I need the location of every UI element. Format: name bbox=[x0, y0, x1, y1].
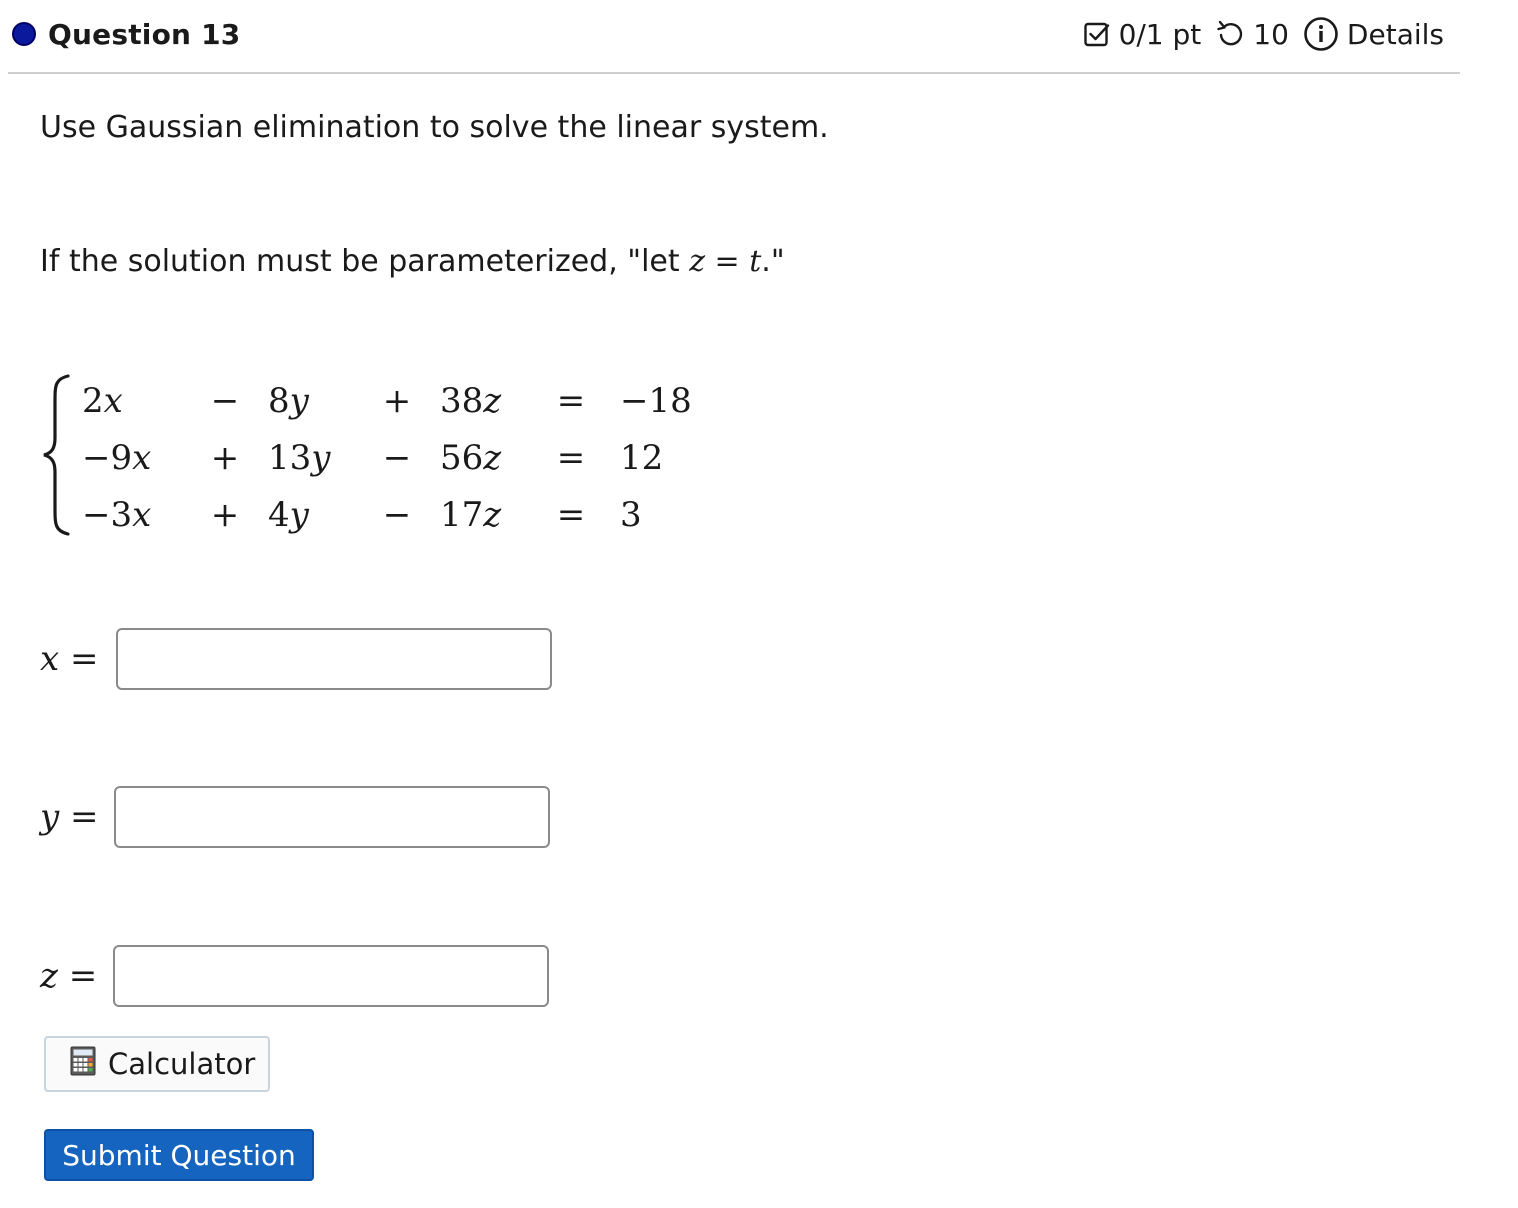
x-coef-sign: − bbox=[82, 494, 111, 535]
x-answer-label bbox=[40, 639, 116, 679]
question-header bbox=[8, 0, 1460, 74]
y-label-var: y bbox=[40, 797, 60, 837]
x-label-var: x bbox=[40, 639, 60, 679]
operator-1: − bbox=[210, 380, 240, 421]
x-label-eq: = bbox=[70, 639, 99, 679]
calculator-icon bbox=[70, 1046, 108, 1083]
y-coefficient: 4 bbox=[268, 494, 290, 535]
question-meta bbox=[1083, 16, 1444, 52]
question-title: Question 13 bbox=[48, 18, 241, 51]
x-variable: x bbox=[103, 380, 123, 421]
question-status-dot bbox=[12, 22, 36, 46]
checkbox-icon bbox=[1083, 20, 1111, 48]
right-hand-side: −18 bbox=[620, 380, 692, 421]
attempts-text: 10 bbox=[1253, 17, 1289, 51]
equation-row-3 bbox=[76, 486, 720, 543]
system-equations bbox=[76, 372, 720, 543]
z-answer-input[interactable] bbox=[113, 945, 549, 1007]
retry-icon bbox=[1215, 19, 1245, 49]
y-label-eq: = bbox=[70, 797, 99, 837]
parameterization-note bbox=[40, 244, 785, 279]
equation-row-2 bbox=[76, 429, 720, 486]
z-label-var: z bbox=[40, 956, 58, 996]
equals-sign: = bbox=[556, 380, 586, 421]
answer-row-y bbox=[40, 786, 550, 848]
linear-system bbox=[40, 372, 720, 538]
score-text: 0/1 pt bbox=[1118, 17, 1202, 51]
z-answer-label bbox=[40, 956, 113, 996]
operator-2: − bbox=[382, 437, 412, 478]
equals-sign: = bbox=[556, 437, 586, 478]
y-variable: y bbox=[289, 380, 309, 421]
answer-row-z bbox=[40, 945, 549, 1007]
submit-question-button[interactable]: Submit Question bbox=[44, 1129, 314, 1181]
param-suffix: ." bbox=[761, 244, 785, 279]
right-hand-side: 3 bbox=[620, 494, 642, 535]
y-answer-input[interactable] bbox=[114, 786, 550, 848]
param-equals: = bbox=[705, 244, 750, 279]
operator-2: − bbox=[382, 494, 412, 535]
x-coef-sign: − bbox=[82, 437, 111, 478]
param-variable: z bbox=[689, 244, 705, 279]
equation-row-1 bbox=[76, 372, 720, 429]
x-coefficient: 9 bbox=[110, 437, 133, 478]
z-variable: z bbox=[483, 494, 502, 535]
question-instruction: Use Gaussian elimination to solve the linear system. bbox=[40, 110, 829, 145]
operator-2: + bbox=[382, 380, 412, 421]
info-icon bbox=[1303, 16, 1339, 52]
operator-1: + bbox=[210, 494, 240, 535]
x-coefficient: 3 bbox=[110, 494, 133, 535]
y-coefficient: 8 bbox=[268, 380, 290, 421]
param-value: t bbox=[749, 244, 762, 279]
score-indicator bbox=[1083, 18, 1202, 51]
details-link[interactable] bbox=[1303, 16, 1444, 52]
x-answer-input[interactable] bbox=[116, 628, 552, 690]
y-coefficient: 13 bbox=[268, 437, 312, 478]
z-variable: z bbox=[483, 380, 502, 421]
z-label-eq: = bbox=[68, 956, 98, 996]
z-coefficient: 17 bbox=[440, 494, 484, 535]
attempts-indicator bbox=[1215, 18, 1289, 51]
equals-sign: = bbox=[556, 494, 586, 535]
answer-row-x bbox=[40, 628, 552, 690]
operator-1: + bbox=[210, 437, 240, 478]
z-coefficient: 38 bbox=[440, 380, 484, 421]
calculator-button[interactable] bbox=[44, 1036, 270, 1092]
left-brace-icon bbox=[40, 372, 74, 538]
z-variable: z bbox=[483, 437, 502, 478]
details-label: Details bbox=[1346, 17, 1444, 51]
y-variable: y bbox=[311, 437, 331, 478]
z-coefficient: 56 bbox=[440, 437, 484, 478]
x-coefficient: 2 bbox=[82, 380, 104, 421]
param-prefix: If the solution must be parameterized, "let bbox=[40, 244, 690, 279]
right-hand-side: 12 bbox=[620, 437, 664, 478]
y-answer-label bbox=[40, 797, 114, 837]
x-variable: x bbox=[132, 437, 152, 478]
y-variable: y bbox=[289, 494, 309, 535]
x-variable: x bbox=[132, 494, 152, 535]
calculator-label: Calculator bbox=[108, 1047, 256, 1081]
